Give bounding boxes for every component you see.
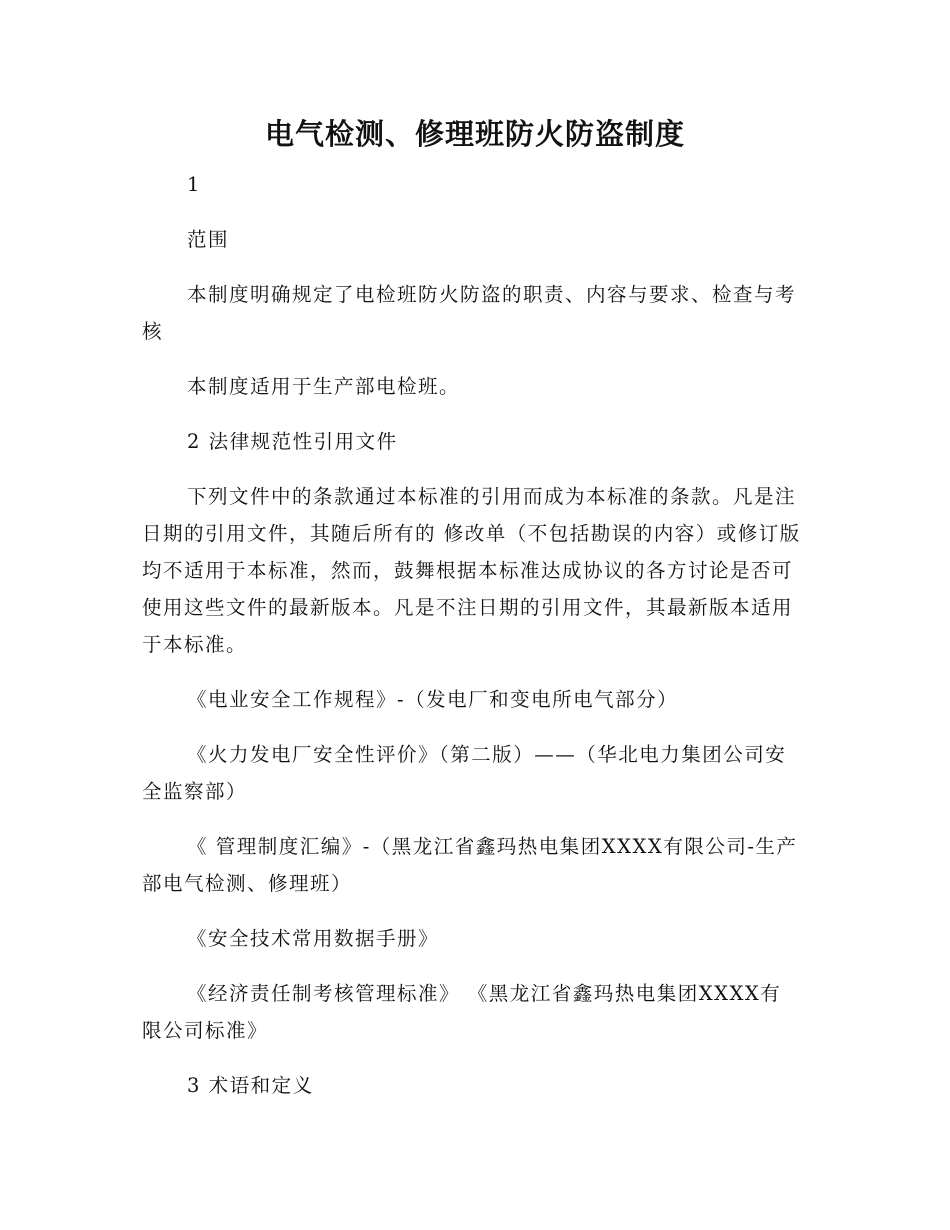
reference-item: 《 管理制度汇编》-（黑龙江省鑫玛热电集团XXXX有限公司-生产部电气检测、修理班）	[142, 835, 798, 895]
reference-item: 《安全技术常用数据手册》	[187, 927, 440, 950]
section-heading-terms: 3 术语和定义	[187, 1074, 314, 1097]
section-heading-scope: 范围	[187, 228, 230, 251]
reference-item: 《火力发电厂安全性评价》（第二版）——（华北电力集团公司安全监察部）	[142, 743, 787, 803]
document-body	[142, 166, 802, 1122]
reference-item: 《经济责任制考核管理标准》 《黑龙江省鑫玛热电集团XXXX有限公司标准》	[142, 982, 782, 1042]
scope-description: 本制度明确规定了电检班防火防盗的职责、内容与要求、检查与考核	[142, 283, 797, 343]
reference-item: 《电业安全工作规程》-（发电厂和变电所电气部分）	[187, 688, 679, 711]
scope-applicability: 本制度适用于生产部电检班。	[187, 375, 461, 398]
document-title: 电气检测、修理班防火防盗制度	[264, 117, 685, 151]
section-number-1: 1	[187, 173, 201, 196]
section-heading-references: 2 法律规范性引用文件	[187, 430, 398, 453]
references-description: 下列文件中的条款通过本标准的引用而成为本标准的条款。凡是注日期的引用文件，其随后所有的 修改单（不包括勘误的内容）或修订版均不适用于本标准，然而，鼓舞根据本标准达成协议的各方讨论是否可使用这些文件的最新版本。凡是不注日期的引用文件，其最新版本适用于本标准。	[142, 485, 801, 656]
